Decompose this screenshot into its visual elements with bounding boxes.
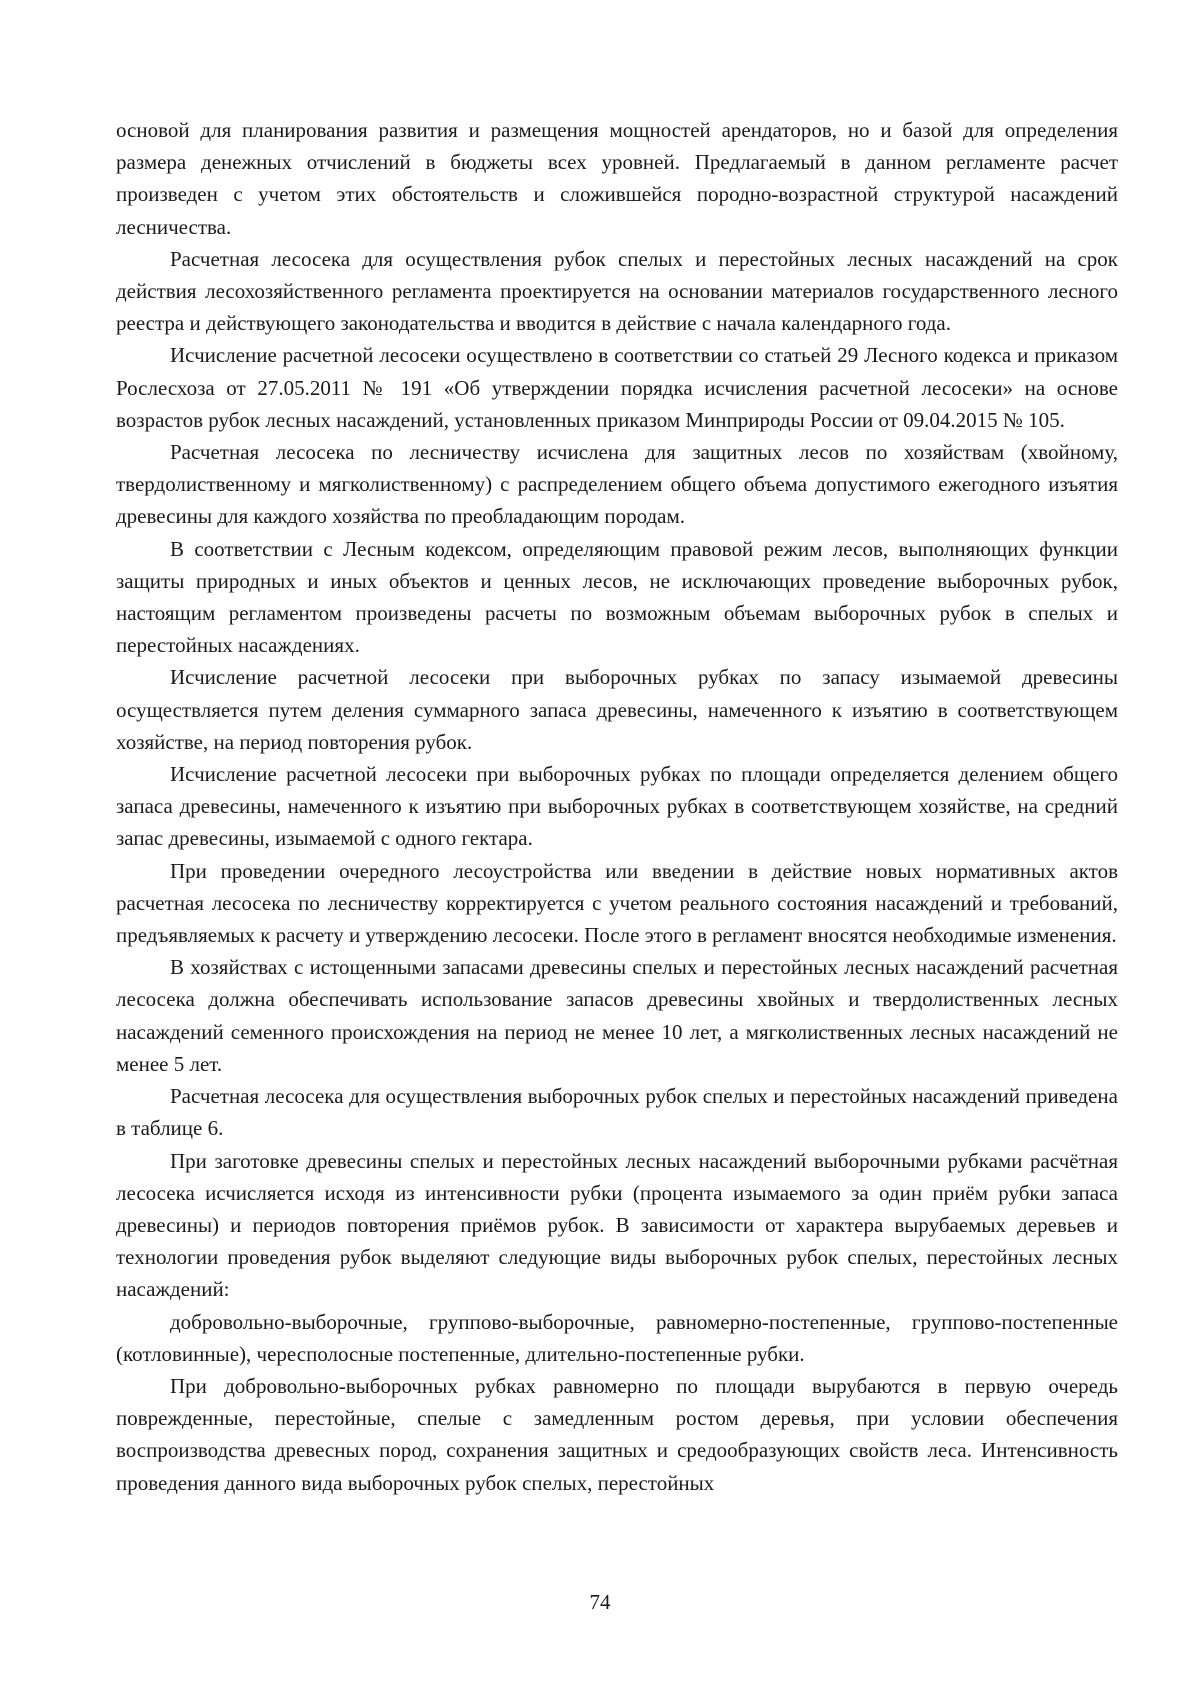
- paragraph-1: основой для планирования развития и размещения мощностей арендаторов, но и базой для определения размера денежных отчислений в бюджеты всех уровней. Предлагаемый в данном регламенте расчет произведен с учетом этих обстоятельств и сложившейся породно-возрастной структурой насаждений лесничества.: [116, 118, 1118, 239]
- paragraph-7: Исчисление расчетной лесосеки при выборочных рубках по площади определяется делением общего запаса древесины, намеченного к изъятию при выборочных рубках в соответствующем хозяйстве, на средний запас древесины, изымаемой с одного гектара.: [116, 762, 1118, 851]
- page-number: 74: [589, 1590, 611, 1614]
- paragraph-3: Исчисление расчетной лесосеки осуществлено в соответствии со статьей 29 Лесного кодекса и приказом Рослесхоза от 27.05.2011 № 191 «Об утверждении порядка исчисления расчетной лесосеки» на основе возрастов рубок лесных насаждений, установленных приказом Минприроды России от 09.04.2015 № 105.: [116, 343, 1118, 432]
- paragraph-9: В хозяйствах с истощенными запасами древесины спелых и перестойных лесных насаждений расчетная лесосека должна обеспечивать использование запасов древесины хвойных и твердолиственных лесных насаждений семенного происхождения на период не менее 10 лет, а мягколиственных лесных насаждений не менее 5 лет.: [116, 955, 1118, 1076]
- paragraph-8: При проведении очередного лесоустройства или введении в действие новых нормативных актов расчетная лесосека по лесничеству корректируется с учетом реального состояния насаждений и требований, предъявляемых к расчету и утверждению лесосеки. После этого в регламент вносятся необходимые изменения.: [116, 858, 1118, 948]
- paragraph-12: добровольно-выборочные, группово-выборочные, равномерно-постепенные, группово-постепенные (котловинные), чересполосные постепенные, длительно-постепенные рубки.: [116, 1309, 1118, 1366]
- paragraph-4: Расчетная лесосека по лесничеству исчислена для защитных лесов по хозяйствам (хвойному, твердолиственному и мягколиственному) с распределением общего объема допустимого ежегодного изъятия древесины для каждого хозяйства по преобладающим породам.: [116, 440, 1118, 529]
- body-text: [116, 114, 1118, 1499]
- paragraph-2: Расчетная лесосека для осуществления рубок спелых и перестойных лесных насаждений на срок действия лесохозяйственного регламента проектируется на основании материалов государственного лесного реестра и действующего законодательства и вводится в действие с начала календарного года.: [116, 246, 1118, 336]
- paragraph-6: Исчисление расчетной лесосеки при выборочных рубках по запасу изымаемой древесины осуществляется путем деления суммарного запаса древесины, намеченного к изъятию в соответствующем хозяйстве, на период повторения рубок.: [116, 665, 1118, 754]
- paragraph-5: В соответствии с Лесным кодексом, определяющим правовой режим лесов, выполняющих функции защиты природных и иных объектов и ценных лесов, не исключающих проведение выборочных рубок, настоящим регламентом произведены расчеты по возможным объемам выборочных рубок в спелых и перестойных насаждениях.: [116, 536, 1118, 658]
- paragraph-13: При добровольно-выборочных рубках равномерно по площади вырубаются в первую очередь поврежденные, перестойные, спелые с замедленным ростом деревья, при условии обеспечения воспроизводства древесных пород, сохранения защитных и средообразующих свойств леса. Интенсивность проведения данного вида выборочных рубок спелых, перестойных: [116, 1373, 1118, 1495]
- paragraph-11: При заготовке древесины спелых и перестойных лесных насаждений выборочными рубками расчётная лесосека исчисляется исходя из интенсивности рубки (процента изымаемого за один приём рубки запаса древесины) и периодов повторения приёмов рубок. В зависимости от характера вырубаемых деревьев и технологии проведения рубок выделяют следующие виды выборочных рубок спелых, перестойных лесных насаждений:: [116, 1148, 1118, 1302]
- paragraph-10: Расчетная лесосека для осуществления выборочных рубок спелых и перестойных насаждений приведена в таблице 6.: [116, 1084, 1118, 1141]
